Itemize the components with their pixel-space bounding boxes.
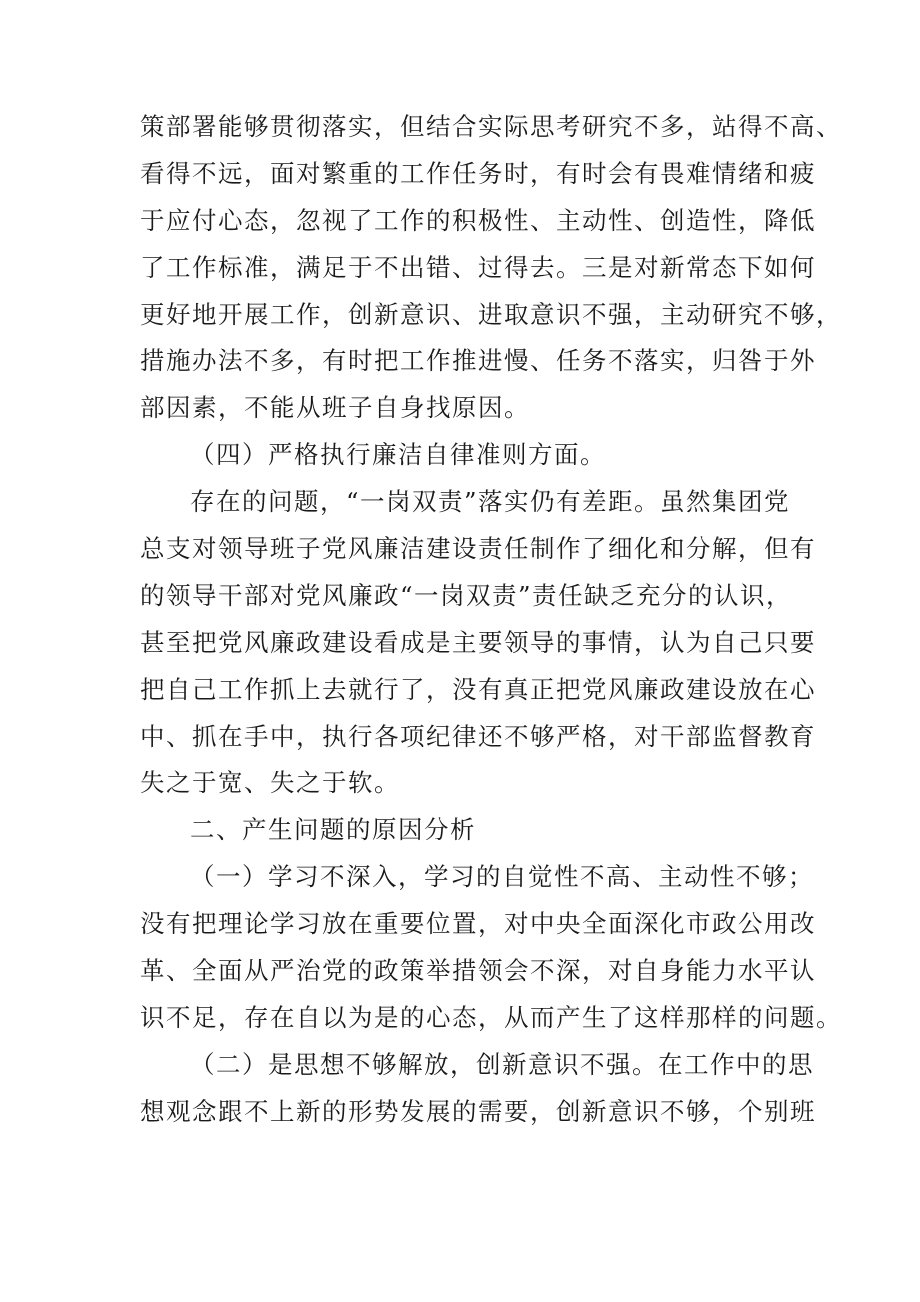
paragraph-line: 的领导干部对党风廉政“一岗双责”责任缺乏充分的认识， [140, 580, 793, 610]
paragraph-line: 失之于宽、失之于软。 [140, 768, 400, 798]
paragraph-line: 于应付心态，忽视了工作的积极性、主动性、创造性，降低 [140, 205, 816, 235]
paragraph-line: （一）学习不深入，学习的自觉性不高、主动性不够； [190, 862, 814, 892]
section-heading: 二、产生问题的原因分析 [190, 815, 476, 845]
paragraph-line: 识不足，存在自以为是的心态，从而产生了这样那样的问题。 [140, 1002, 842, 1032]
paragraph-line: 策部署能够贯彻落实，但结合实际思考研究不多，站得不高、 [140, 112, 842, 141]
paragraph-line: 了工作标准，满足于不出错、过得去。三是对新常态下如何 [140, 252, 816, 282]
paragraph-line: 中、抓在手中，执行各项纪律还不够严格，对干部监督教育 [140, 721, 816, 751]
paragraph-line: （二）是思想不够解放，创新意识不强。在工作中的思 [190, 1049, 814, 1079]
document-body [140, 104, 842, 1136]
paragraph-line: 把自己工作抓上去就行了，没有真正把党风廉政建设放在心 [140, 674, 816, 704]
paragraph-line: 甚至把党风廉政建设看成是主要领导的事情，认为自己只要 [140, 627, 816, 657]
section-heading: （四）严格执行廉洁自律准则方面。 [190, 440, 606, 470]
paragraph-line: 革、全面从严治党的政策举措领会不深，对自身能力水平认 [140, 956, 816, 986]
paragraph-line: 总支对领导班子党风廉洁建设责任制作了细化和分解，但有 [140, 534, 816, 564]
paragraph-line: 想观念跟不上新的形势发展的需要，创新意识不够，个别班 [140, 1096, 816, 1126]
paragraph-line: 没有把理论学习放在重要位置，对中央全面深化市政公用改 [140, 909, 816, 939]
paragraph-line: 措施办法不多，有时把工作推进慢、任务不落实，归咎于外 [140, 346, 816, 376]
paragraph-line: 存在的问题，“一岗双责”落实仍有差距。虽然集团党 [190, 487, 791, 517]
paragraph-line: 更好地开展工作，创新意识、进取意识不强，主动研究不够， [140, 299, 842, 329]
paragraph-line: 看得不远，面对繁重的工作任务时，有时会有畏难情绪和疲 [140, 158, 816, 188]
paragraph-line: 部因素，不能从班子自身找原因。 [140, 393, 530, 423]
